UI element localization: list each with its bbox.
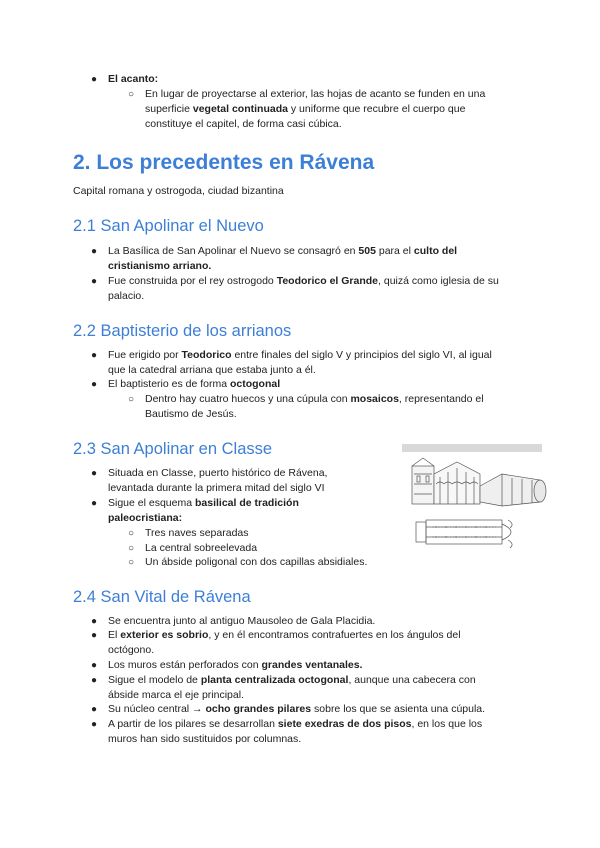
s23-bullet-1-line-2: levantada durante la primera mitad del siglo VI [108, 482, 325, 494]
list-bullet: ● [91, 675, 98, 686]
sub-list-bullet: ○ [128, 394, 135, 405]
section-subtitle: Capital romana y ostrogoda, ciudad bizantina [73, 185, 284, 197]
s24-bullet-2-line-2: octógono. [108, 644, 155, 656]
section-heading: 2. Los precedentes en Rávena [73, 151, 375, 174]
list-bullet: ● [91, 719, 98, 730]
basilica-drawing-svg [402, 444, 552, 552]
list-bullet: ● [91, 498, 98, 509]
s23-bullet-2-line-2: paleocristiana: [108, 512, 183, 524]
list-bullet: ● [91, 704, 98, 715]
list-bullet: ● [91, 660, 98, 671]
s23-bullet-2-line-1: Sigue el esquema basilical de tradición [108, 497, 299, 509]
sub-list-bullet: ○ [128, 89, 135, 100]
list-bullet: ● [91, 468, 98, 479]
subsection-heading-2-2: 2.2 Baptisterio de los arrianos [73, 322, 292, 340]
subsection-heading-2-4: 2.4 San Vital de Rávena [73, 588, 251, 606]
acanto-text-line-1: En lugar de proyectarse al exterior, las hojas de acanto se funden en una [145, 88, 486, 100]
s24-bullet-3: Los muros están perforados con grandes ventanales. [108, 659, 363, 671]
s23-bullet-1-line-1: Situada en Classe, puerto histórico de Rávena, [108, 467, 328, 479]
acanto-text-line-2: superficie vegetal continuada y uniforme que recubre el cuerpo que [145, 103, 466, 115]
s23-sub-3: Un ábside poligonal con dos capillas absidiales. [145, 556, 368, 568]
basilica-illustration [402, 444, 552, 552]
list-bullet: ● [91, 246, 98, 257]
list-bullet: ● [91, 379, 98, 390]
s22-bullet-1-line-2: que la catedral arriana que estaba junto a él. [108, 364, 316, 376]
s24-bullet-6-line-2: muros han sido sustituidos por columnas. [108, 733, 302, 745]
s24-bullet-4-line-2: ábside marca el eje principal. [108, 689, 244, 701]
s21-bullet-1-line-1: La Basílica de San Apolinar el Nuevo se consagró en 505 para el culto del [108, 245, 458, 257]
list-bullet: ● [91, 276, 98, 287]
s23-sub-2: La central sobreelevada [145, 542, 258, 554]
subsection-heading-2-1: 2.1 San Apolinar el Nuevo [73, 217, 264, 235]
list-bullet: ● [91, 350, 98, 361]
s24-bullet-2-line-1: El exterior es sobrio, y en él encontramos contrafuertes en los ángulos del [108, 629, 461, 641]
s21-bullet-1-line-2: cristianismo arriano. [108, 260, 212, 272]
list-bullet: ● [91, 616, 98, 627]
s21-bullet-2-line-1: Fue construida por el rey ostrogodo Teodorico el Grande, quizá como iglesia de su [108, 275, 499, 287]
acanto-title: El acanto: [108, 73, 159, 85]
s22-sub-line-1: Dentro hay cuatro huecos y una cúpula con mosaicos, representando el [145, 393, 484, 405]
s24-bullet-1: Se encuentra junto al antiguo Mausoleo de Gala Placidia. [108, 615, 376, 627]
sub-list-bullet: ○ [128, 528, 135, 539]
s24-bullet-6-line-1: A partir de los pilares se desarrollan siete exedras de dos pisos, en los que los [108, 718, 483, 730]
s22-sub-line-2: Bautismo de Jesús. [145, 408, 237, 420]
s24-bullet-5: Su núcleo central → ocho grandes pilares sobre los que se asienta una cúpula. [108, 703, 486, 715]
s23-sub-1: Tres naves separadas [145, 527, 249, 539]
sub-list-bullet: ○ [128, 543, 135, 554]
subsection-heading-2-3: 2.3 San Apolinar en Classe [73, 440, 273, 458]
sub-list-bullet: ○ [128, 557, 135, 568]
s21-bullet-2-line-2: palacio. [108, 290, 145, 302]
s22-bullet-2: El baptisterio es de forma octogonal [108, 378, 281, 390]
acanto-text-line-3: constituye el capitel, de forma casi cúbica. [145, 118, 342, 130]
list-bullet: ● [91, 630, 98, 641]
s22-bullet-1-line-1: Fue erigido por Teodorico entre finales del siglo V y principios del siglo VI, al igual [108, 349, 492, 361]
list-bullet: ● [91, 74, 98, 85]
s24-bullet-4-line-1: Sigue el modelo de planta centralizada octogonal, aunque una cabecera con [108, 674, 476, 686]
